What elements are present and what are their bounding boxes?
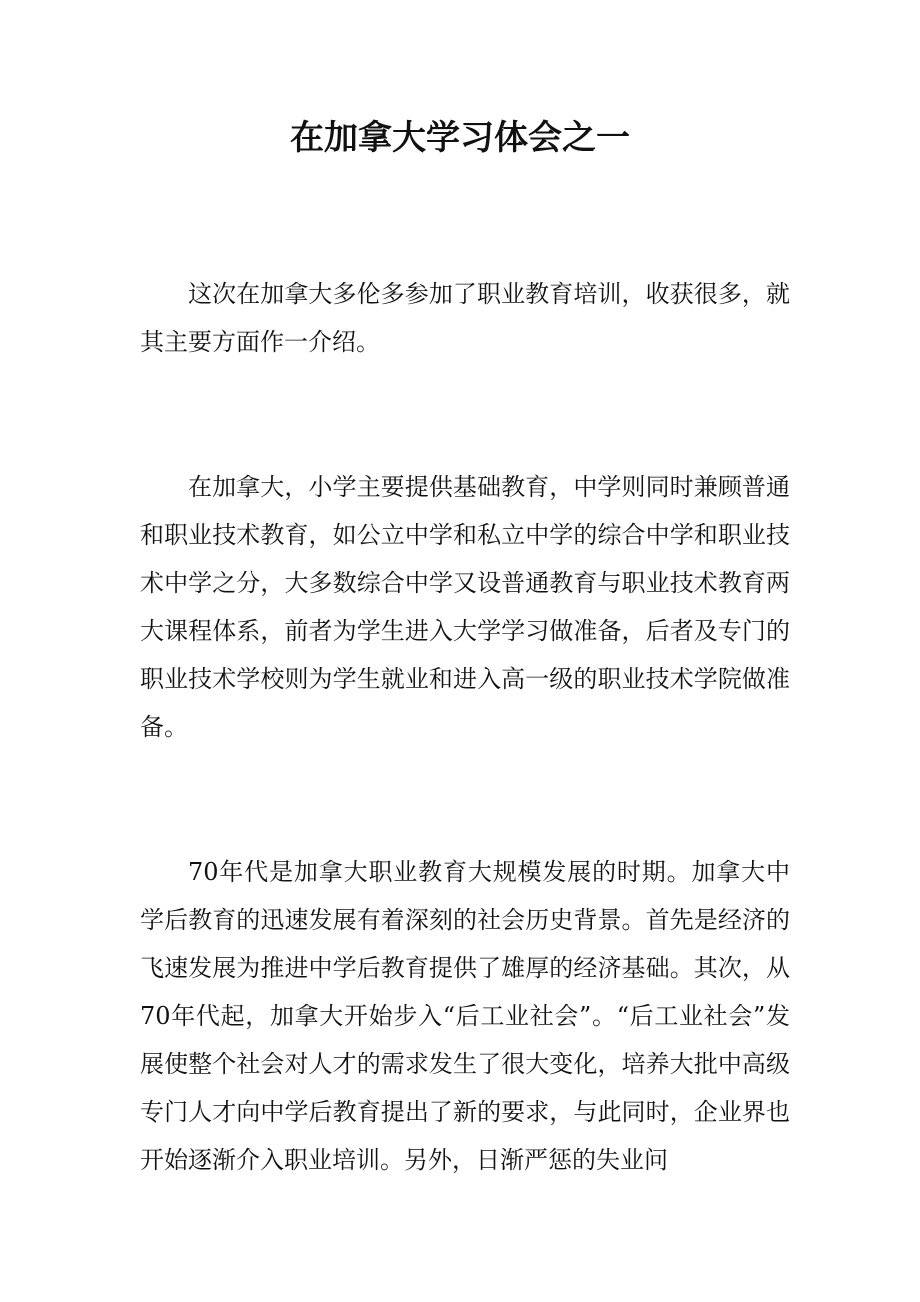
paragraph-70s-development: 70年代是加拿大职业教育大规模发展的时期。加拿大中学后教育的迅速发展有着深刻的社会历史背景。首先是经济的飞速发展为推进中学后教育提供了雄厚的经济基础。其次，从70年代起，加拿大开始步入“后工业社会”。“后工业社会”发展使整个社会对人才的需求发生了很大变化，培养大批中高级专门人才向中学后教育提出了新的要求，与此同时，企业界也开始逐渐介入职业培训。另外，日渐严惩的失业问 — [140, 858, 790, 1174]
paragraph-intro: 这次在加拿大多伦多参加了职业教育培训，收获很多，就其主要方面作一介绍。 — [140, 280, 790, 356]
document-title: 在加拿大学习体会之一 — [290, 118, 630, 158]
paragraph-education-system: 在加拿大，小学主要提供基础教育，中学则同时兼顾普通和职业技术教育，如公立中学和私立中学的综合中学和职业技术中学之分，大多数综合中学又设普通教育与职业技术教育两大课程体系，前者为学生进入大学学习做准备，后者及专门的职业技术学校则为学生就业和进入高一级的职业技术学院做准备。 — [140, 473, 790, 741]
